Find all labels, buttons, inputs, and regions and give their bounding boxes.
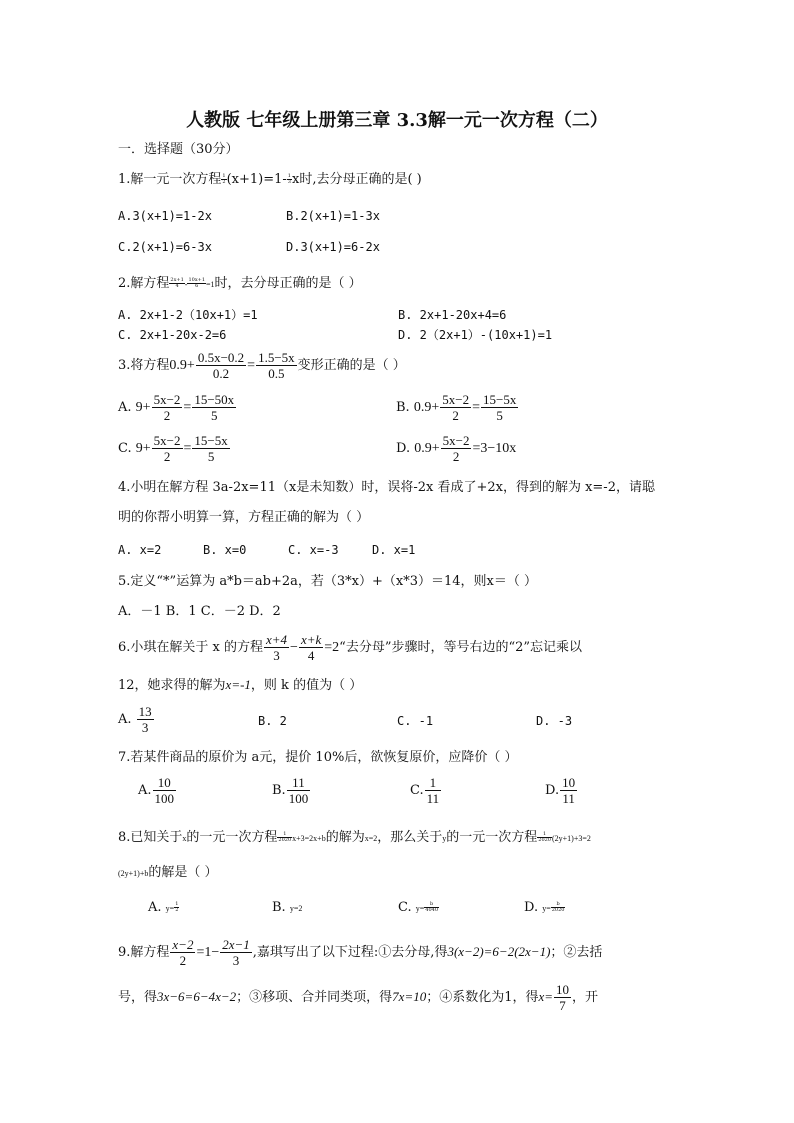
q7-option-c: C. $\frac{1}{11}$ bbox=[410, 775, 440, 806]
q8-option-a: A. y= $\frac{1}{2}$ bbox=[148, 900, 179, 915]
q1-option-c: C.2(x+1)=6-3x bbox=[118, 240, 212, 254]
q8-fraction-2: $\frac{1}{2020}$ bbox=[538, 831, 551, 843]
question-4-line-1: 4.小明在解方程 3a-2x=11（x是未知数）时，误将-2x 看成了+2x，得到的解为 x=-2，请聪 bbox=[118, 480, 655, 495]
q7-a-fraction: $\frac{10}{100}$ bbox=[154, 775, 175, 806]
q1-text: 1.解一元一次方程 bbox=[118, 172, 222, 187]
question-2-stem: 2.解方程 $\frac{2x+1}{4}$ - $\frac{10x+1}{6}$ =1时，去分母正确的是（ ） bbox=[118, 276, 362, 291]
q9-fraction-2: $\frac{2x-1}{3}$ bbox=[222, 937, 250, 968]
question-7-stem: 7.若某件商品的原价为 a元，提价 10%后，欲恢复原价，应降价（ ） bbox=[118, 750, 518, 765]
q1-option-d: D.3(x+1)=6-2x bbox=[286, 240, 380, 254]
question-6-line-2: 12，她求得的解为x=-1，则 k 的值为（ ） bbox=[118, 677, 363, 693]
q2-option-b: B. 2x+1-20x+4=6 bbox=[398, 308, 507, 322]
q4-option-a: A. x=2 bbox=[118, 543, 162, 557]
question-6-line-1: 6.小琪在解关于 x 的方程 $\frac{x+4}{3}$ − $\frac{x+k}{4}$ =2“去分母”步骤时，等号右边的“2”忘记乘以 bbox=[118, 632, 583, 663]
q4-option-c: C. x=-3 bbox=[288, 543, 339, 557]
q3-text: 3.将方程 bbox=[118, 358, 170, 373]
q3-option-b: B. 0.9+ $\frac{5x-2}{2}$ = $\frac{15-5x}{5}$ bbox=[396, 392, 517, 423]
q7-option-d: D. $\frac{10}{11}$ bbox=[545, 775, 576, 806]
q1-option-a: A.3(x+1)=1-2x bbox=[118, 209, 212, 223]
q3-text-tail: 变形正确的是（ ） bbox=[297, 358, 406, 373]
q6-option-d: D. -3 bbox=[536, 714, 573, 728]
q3-a-fraction-2: $\frac{15-50x}{5}$ bbox=[194, 392, 235, 423]
q3-fraction-1: $\frac{0.5x-0.2}{0.2}$ bbox=[197, 350, 245, 381]
q6-fraction-2: $\frac{x+k}{4}$ bbox=[300, 632, 322, 663]
q9-fraction-1: $\frac{x-2}{2}$ bbox=[172, 937, 194, 968]
q8-d-fraction: $\frac{b}{2020}$ bbox=[551, 901, 565, 913]
question-3-stem: 3.将方程0.9+ $\frac{0.5x-0.2}{0.2}$ = $\frac{1.5-5x}{0.5}$ 变形正确的是（ ） bbox=[118, 350, 406, 381]
q2-fraction-1: $\frac{2x+1}{4}$ bbox=[170, 277, 184, 289]
q4-option-b: B. x=0 bbox=[203, 543, 247, 557]
q8-fraction-1: $\frac{1}{2020}$ bbox=[278, 831, 292, 843]
question-9-line-1: 9.解方程 $\frac{x-2}{2}$ =1− $\frac{2x-1}{3}$ ,嘉琪写出了以下过程:①去分母,得3(x−2)=6−2(2x−1)；②去括 bbox=[118, 937, 603, 968]
q1-option-b: B.2(x+1)=1-3x bbox=[286, 209, 380, 223]
q8-option-c: C. y= $\frac{b}{4040}$ bbox=[398, 900, 439, 915]
q3-option-d: D. 0.9+ $\frac{5x-2}{2}$ =3−10x bbox=[396, 433, 517, 464]
q3-c-fraction-1: $\frac{5x-2}{2}$ bbox=[153, 433, 181, 464]
q2-text: 2.解方程 bbox=[118, 276, 170, 291]
q8-option-d: D. y= $\frac{b}{2020}$ bbox=[524, 900, 565, 915]
q6-option-b: B. 2 bbox=[258, 714, 287, 728]
q5-options: A．－1 B．1 C．－2 D．2 bbox=[118, 604, 281, 619]
q3-b-fraction-2: $\frac{15-5x}{5}$ bbox=[482, 392, 517, 423]
question-8-line-1: 8.已知关于x的一元一次方程 $\frac{1}{2020}$ x+3=2x+b的解为x=2，那么关于y的一元一次方程 $\frac{1}{2020}$ (2y+1)+3=2 bbox=[118, 830, 591, 845]
q7-d-fraction: $\frac{10}{11}$ bbox=[562, 775, 576, 806]
q4-option-d: D. x=1 bbox=[372, 543, 416, 557]
q9-step4-fraction: $\frac{10}{7}$ bbox=[556, 982, 570, 1013]
q6-a-fraction: $\frac{13}{3}$ bbox=[138, 704, 152, 735]
q3-option-a: A. 9+ $\frac{5x-2}{2}$ = $\frac{15-50x}{5}$ bbox=[118, 392, 235, 423]
q2-fraction-2: $\frac{10x+1}{6}$ bbox=[188, 277, 206, 289]
q3-d-fraction-1: $\frac{5x-2}{2}$ bbox=[442, 433, 470, 464]
q1-equation: (x+1)=1- bbox=[226, 172, 287, 187]
question-1-stem bbox=[118, 170, 422, 190]
question-8-line-2: (2y+1)+b的解是（ ） bbox=[118, 865, 218, 880]
q1-answer-blank: ) bbox=[412, 172, 422, 187]
q6-option-c: C. -1 bbox=[397, 714, 434, 728]
q8-c-fraction: $\frac{b}{4040}$ bbox=[425, 901, 439, 913]
q3-option-c: C. 9+ $\frac{5x-2}{2}$ = $\frac{15-5x}{5}$ bbox=[118, 433, 228, 464]
question-9-line-2: 号，得3x−6=6−4x−2；③移项、合并同类项，得7x=10；④系数化为1，得x= $\frac{10}{7}$ ，开 bbox=[118, 982, 599, 1013]
q7-option-a: A. $\frac{10}{100}$ bbox=[138, 775, 175, 806]
q3-c-fraction-2: $\frac{15-5x}{5}$ bbox=[194, 433, 228, 464]
page-title: 人教版 七年级上册第三章 3.3解一元一次方程（二） bbox=[186, 110, 608, 131]
question-5-stem: 5.定义“*”运算为 a*b＝ab+2a，若（3*x）+（x*3）＝14，则x＝（ ） bbox=[118, 574, 537, 589]
q8-option-b: B. y=2 bbox=[272, 900, 303, 915]
question-4-line-2: 明的你帮小明算一算，方程正确的解为（ ） bbox=[118, 510, 370, 525]
q2-option-a: A. 2x+1-2（10x+1）=1 bbox=[118, 308, 258, 322]
q7-option-b: B. $\frac{11}{100}$ bbox=[272, 775, 309, 806]
q3-a-fraction-1: $\frac{5x-2}{2}$ bbox=[153, 392, 181, 423]
q6-option-a: A. $\frac{13}{3}$ bbox=[118, 704, 152, 735]
q2-text-tail: 时，去分母正确的是（ ） bbox=[214, 276, 362, 291]
q1-fraction-2: $\frac{1}{3}$ bbox=[287, 173, 291, 185]
q1-fraction-1: $\frac{1}{2}$ bbox=[222, 173, 226, 185]
q1-equation-tail: x时,去分母正确的是( bbox=[291, 172, 413, 187]
q8-a-fraction: $\frac{1}{2}$ bbox=[175, 901, 179, 913]
q7-b-fraction: $\frac{11}{100}$ bbox=[288, 775, 309, 806]
q2-option-d: D. 2（2x+1）-(10x+1)=1 bbox=[398, 328, 553, 342]
q6-fraction-1: $\frac{x+4}{3}$ bbox=[266, 632, 288, 663]
q3-fraction-2: $\frac{1.5-5x}{0.5}$ bbox=[258, 350, 295, 381]
q3-b-fraction-1: $\frac{5x-2}{2}$ bbox=[442, 392, 470, 423]
q2-option-c: C. 2x+1-20x-2=6 bbox=[118, 328, 227, 342]
section-heading: 一．选择题（30分） bbox=[118, 142, 239, 157]
q7-c-fraction: $\frac{1}{11}$ bbox=[426, 775, 440, 806]
